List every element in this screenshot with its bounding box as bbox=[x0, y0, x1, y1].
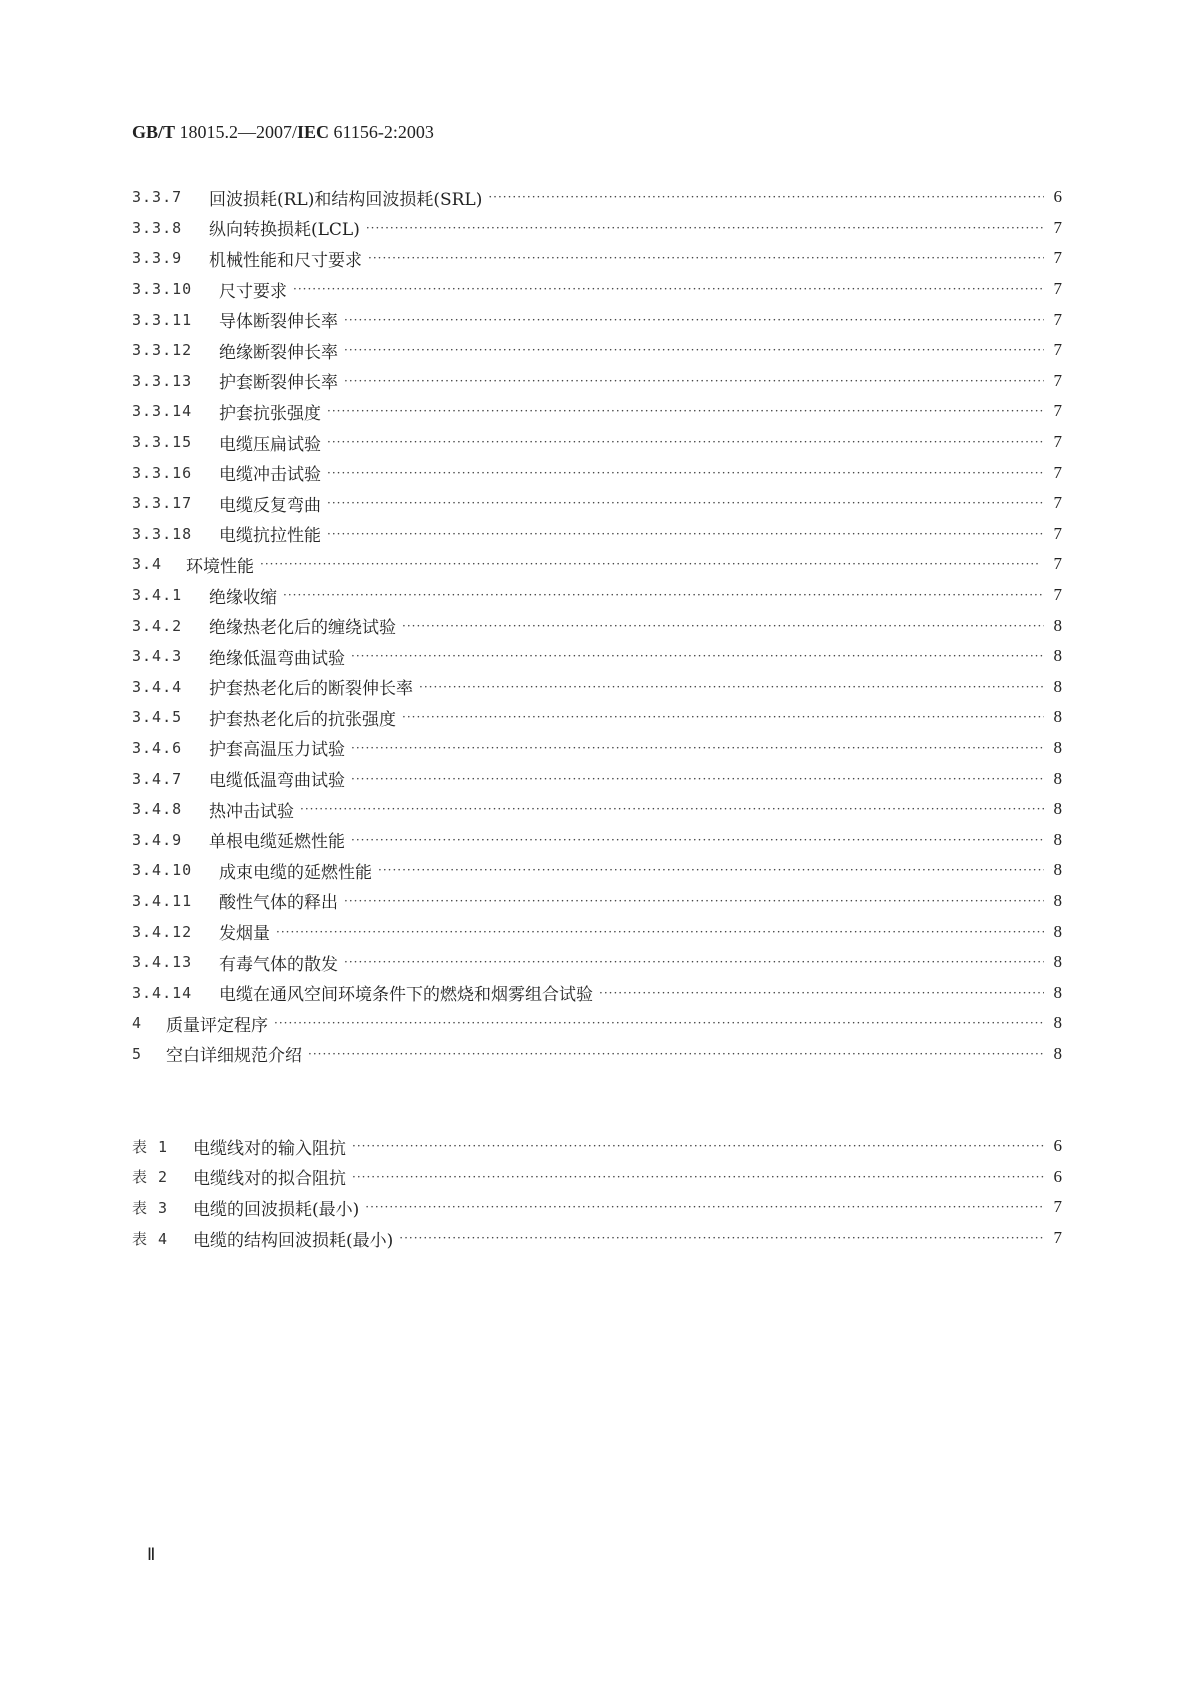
entry-title: 电缆低温弯曲试验 bbox=[209, 771, 345, 792]
entry-page: 7 bbox=[1053, 554, 1062, 574]
leader-dots bbox=[352, 1139, 1044, 1153]
entry-title: 护套抗张强度 bbox=[219, 403, 321, 424]
entry-number: 3.4.10 bbox=[132, 861, 193, 880]
entry-title: 电缆的结构回波损耗(最小) bbox=[193, 1230, 394, 1251]
toc-entry[interactable] bbox=[132, 855, 1062, 886]
leader-dots bbox=[488, 190, 1044, 204]
entry-title: 热冲击试验 bbox=[209, 801, 294, 822]
entry-title: 电缆压扁试验 bbox=[219, 434, 321, 455]
toc-entry[interactable] bbox=[132, 947, 1062, 978]
entry-page: 7 bbox=[1053, 401, 1062, 421]
leader-dots bbox=[293, 282, 1044, 296]
entry-number: 3.4.4 bbox=[132, 677, 183, 696]
entry-page: 8 bbox=[1053, 982, 1062, 1002]
entry-number: 3.3.8 bbox=[132, 218, 183, 237]
entry-number: 3.4.2 bbox=[132, 616, 183, 635]
entry-title: 酸性气体的释出 bbox=[219, 893, 338, 914]
entry-title: 电缆反复弯曲 bbox=[219, 495, 321, 516]
standard-prefix: GB/T bbox=[132, 122, 176, 142]
entry-number: 表 1 bbox=[132, 1137, 169, 1156]
entry-number: 3.3.7 bbox=[132, 188, 183, 207]
toc-entry[interactable] bbox=[132, 1008, 1062, 1039]
leader-dots bbox=[344, 374, 1044, 388]
page-number: Ⅱ bbox=[147, 1545, 156, 1564]
entry-page: 8 bbox=[1053, 799, 1062, 819]
leader-dots bbox=[327, 496, 1044, 510]
entry-page: 7 bbox=[1053, 279, 1062, 299]
entry-number: 3.3.9 bbox=[132, 249, 183, 268]
toc-entry[interactable] bbox=[132, 427, 1062, 458]
entry-number: 3.4.7 bbox=[132, 769, 183, 788]
entry-page: 7 bbox=[1053, 370, 1062, 390]
entry-title: 发烟量 bbox=[219, 924, 270, 945]
entry-number: 3.4.8 bbox=[132, 800, 183, 819]
toc-entry[interactable] bbox=[132, 274, 1062, 305]
entry-page: 7 bbox=[1053, 493, 1062, 513]
entry-page: 7 bbox=[1053, 248, 1062, 268]
entry-number: 3.3.14 bbox=[132, 402, 193, 421]
entry-title: 环境性能 bbox=[186, 556, 254, 577]
toc-entry[interactable] bbox=[132, 1223, 1062, 1254]
entry-title: 质量评定程序 bbox=[166, 1015, 268, 1036]
entry-page: 6 bbox=[1053, 1166, 1062, 1186]
entry-page: 8 bbox=[1053, 768, 1062, 788]
entry-page: 7 bbox=[1053, 1197, 1062, 1217]
entry-number: 5 bbox=[132, 1044, 143, 1063]
leader-dots bbox=[402, 710, 1044, 724]
entry-title: 绝缘收缩 bbox=[209, 587, 277, 608]
leader-dots bbox=[260, 557, 1044, 571]
leader-dots bbox=[402, 619, 1044, 633]
toc-entry[interactable] bbox=[132, 916, 1062, 947]
entry-page: 7 bbox=[1053, 432, 1062, 452]
toc-entry[interactable] bbox=[132, 580, 1062, 611]
toc-entry[interactable] bbox=[132, 488, 1062, 519]
leader-dots bbox=[300, 802, 1044, 816]
entry-number: 3.4.12 bbox=[132, 922, 193, 941]
leader-dots bbox=[283, 588, 1044, 602]
entry-title: 电缆抗拉性能 bbox=[219, 526, 321, 547]
list-of-tables bbox=[132, 1131, 1062, 1253]
entry-page: 8 bbox=[1053, 952, 1062, 972]
leader-dots bbox=[344, 894, 1044, 908]
toc-entry[interactable] bbox=[132, 763, 1062, 794]
toc-entry[interactable] bbox=[132, 304, 1062, 335]
toc-entry[interactable] bbox=[132, 182, 1062, 213]
entry-title: 护套热老化后的抗张强度 bbox=[209, 709, 396, 730]
entry-number: 3.4.5 bbox=[132, 708, 183, 727]
toc-entry[interactable] bbox=[132, 641, 1062, 672]
entry-page: 7 bbox=[1053, 1228, 1062, 1248]
leader-dots bbox=[419, 680, 1044, 694]
leader-dots bbox=[366, 221, 1044, 235]
entry-number: 3.3.17 bbox=[132, 494, 193, 513]
toc-entry[interactable] bbox=[132, 1131, 1062, 1162]
leader-dots bbox=[351, 772, 1044, 786]
leader-dots bbox=[368, 251, 1044, 265]
entry-title: 成束电缆的延燃性能 bbox=[219, 862, 372, 883]
leader-dots bbox=[327, 435, 1044, 449]
toc-entry[interactable] bbox=[132, 794, 1062, 825]
toc-entry[interactable] bbox=[132, 610, 1062, 641]
entry-number: 3.3.15 bbox=[132, 433, 193, 452]
entry-title: 绝缘热老化后的缠绕试验 bbox=[209, 618, 396, 639]
entry-title: 有毒气体的散发 bbox=[219, 954, 338, 975]
toc-entry[interactable] bbox=[132, 213, 1062, 244]
document-header bbox=[132, 122, 434, 143]
entry-page: 8 bbox=[1053, 890, 1062, 910]
toc-entry[interactable] bbox=[132, 396, 1062, 427]
entry-title: 单根电缆延燃性能 bbox=[209, 832, 345, 853]
entry-number: 3.3.11 bbox=[132, 310, 193, 329]
leader-dots bbox=[327, 404, 1044, 418]
entry-title: 尺寸要求 bbox=[219, 281, 287, 302]
entry-page: 8 bbox=[1053, 676, 1062, 696]
entry-title: 电缆线对的输入阻抗 bbox=[193, 1138, 346, 1159]
toc-entry[interactable] bbox=[132, 366, 1062, 397]
entry-number: 表 3 bbox=[132, 1198, 169, 1217]
toc-entry[interactable] bbox=[132, 519, 1062, 550]
leader-dots bbox=[378, 863, 1044, 877]
leader-dots bbox=[276, 925, 1044, 939]
entry-title: 机械性能和尺寸要求 bbox=[209, 250, 362, 271]
entry-page: 7 bbox=[1053, 523, 1062, 543]
leader-dots bbox=[344, 955, 1044, 969]
entry-title: 回波损耗(RL)和结构回波损耗(SRL) bbox=[209, 189, 483, 210]
entry-page: 6 bbox=[1053, 187, 1062, 207]
entry-title: 电缆的回波损耗(最小) bbox=[193, 1199, 360, 1220]
toc-entry[interactable] bbox=[132, 549, 1062, 580]
entry-title: 纵向转换损耗(LCL) bbox=[209, 220, 360, 241]
entry-page: 8 bbox=[1053, 737, 1062, 757]
toc-entry[interactable] bbox=[132, 335, 1062, 366]
toc-entry[interactable] bbox=[132, 824, 1062, 855]
entry-title: 护套高温压力试验 bbox=[209, 740, 345, 761]
entry-page: 7 bbox=[1053, 462, 1062, 482]
entry-number: 表 2 bbox=[132, 1168, 169, 1187]
toc-entry[interactable] bbox=[132, 1039, 1062, 1070]
entry-number: 3.4.9 bbox=[132, 830, 183, 849]
iec-number: 61156-2:2003 bbox=[329, 122, 434, 142]
toc-entry[interactable] bbox=[132, 977, 1062, 1008]
entry-number: 4 bbox=[132, 1014, 143, 1033]
toc-entry[interactable] bbox=[132, 1162, 1062, 1193]
leader-dots bbox=[352, 1170, 1044, 1184]
entry-title: 绝缘低温弯曲试验 bbox=[209, 648, 345, 669]
entry-page: 6 bbox=[1053, 1136, 1062, 1156]
entry-number: 3.4.11 bbox=[132, 891, 193, 910]
entry-page: 7 bbox=[1053, 340, 1062, 360]
entry-title: 电缆线对的拟合阻抗 bbox=[193, 1169, 346, 1190]
standard-number: 18015.2—2007/ bbox=[175, 122, 298, 142]
entry-page: 8 bbox=[1053, 829, 1062, 849]
entry-page: 8 bbox=[1053, 921, 1062, 941]
table-of-contents bbox=[132, 182, 1062, 1069]
entry-number: 3.3.13 bbox=[132, 371, 193, 390]
toc-entry[interactable] bbox=[132, 886, 1062, 917]
leader-dots bbox=[399, 1231, 1044, 1245]
entry-title: 电缆冲击试验 bbox=[219, 465, 321, 486]
entry-title: 电缆在通风空间环境条件下的燃烧和烟雾组合试验 bbox=[219, 985, 593, 1006]
entry-number: 3.4.1 bbox=[132, 586, 183, 605]
leader-dots bbox=[274, 1016, 1044, 1030]
toc-entry[interactable] bbox=[132, 702, 1062, 733]
entry-page: 7 bbox=[1053, 217, 1062, 237]
entry-number: 3.3.12 bbox=[132, 341, 193, 360]
entry-title: 绝缘断裂伸长率 bbox=[219, 342, 338, 363]
entry-page: 8 bbox=[1053, 646, 1062, 666]
entry-title: 导体断裂伸长率 bbox=[219, 312, 338, 333]
toc-entry[interactable] bbox=[132, 672, 1062, 703]
entry-number: 3.4 bbox=[132, 555, 163, 574]
entry-number: 3.4.14 bbox=[132, 983, 193, 1002]
leader-dots bbox=[327, 527, 1044, 541]
toc-entry[interactable] bbox=[132, 733, 1062, 764]
entry-number: 表 4 bbox=[132, 1229, 169, 1248]
entry-page: 8 bbox=[1053, 707, 1062, 727]
entry-page: 8 bbox=[1053, 1043, 1062, 1063]
entry-title: 空白详细规范介绍 bbox=[166, 1046, 302, 1067]
entry-page: 8 bbox=[1053, 615, 1062, 635]
entry-number: 3.4.3 bbox=[132, 647, 183, 666]
leader-dots bbox=[351, 741, 1044, 755]
entry-page: 8 bbox=[1053, 860, 1062, 880]
entry-page: 7 bbox=[1053, 585, 1062, 605]
leader-dots bbox=[327, 466, 1044, 480]
entry-number: 3.4.6 bbox=[132, 738, 183, 757]
entry-number: 3.3.18 bbox=[132, 524, 193, 543]
leader-dots bbox=[344, 313, 1044, 327]
entry-title: 护套热老化后的断裂伸长率 bbox=[209, 679, 413, 700]
toc-entry[interactable] bbox=[132, 1192, 1062, 1223]
entry-page: 8 bbox=[1053, 1013, 1062, 1033]
entry-title: 护套断裂伸长率 bbox=[219, 373, 338, 394]
leader-dots bbox=[344, 343, 1044, 357]
leader-dots bbox=[308, 1047, 1044, 1061]
leader-dots bbox=[599, 986, 1044, 1000]
entry-number: 3.4.13 bbox=[132, 953, 193, 972]
entry-number: 3.3.10 bbox=[132, 280, 193, 299]
leader-dots bbox=[351, 649, 1044, 663]
entry-number: 3.3.16 bbox=[132, 463, 193, 482]
leader-dots bbox=[351, 833, 1044, 847]
toc-entry[interactable] bbox=[132, 243, 1062, 274]
toc-entry[interactable] bbox=[132, 457, 1062, 488]
leader-dots bbox=[365, 1200, 1044, 1214]
entry-page: 7 bbox=[1053, 309, 1062, 329]
iec-prefix: IEC bbox=[297, 122, 330, 142]
